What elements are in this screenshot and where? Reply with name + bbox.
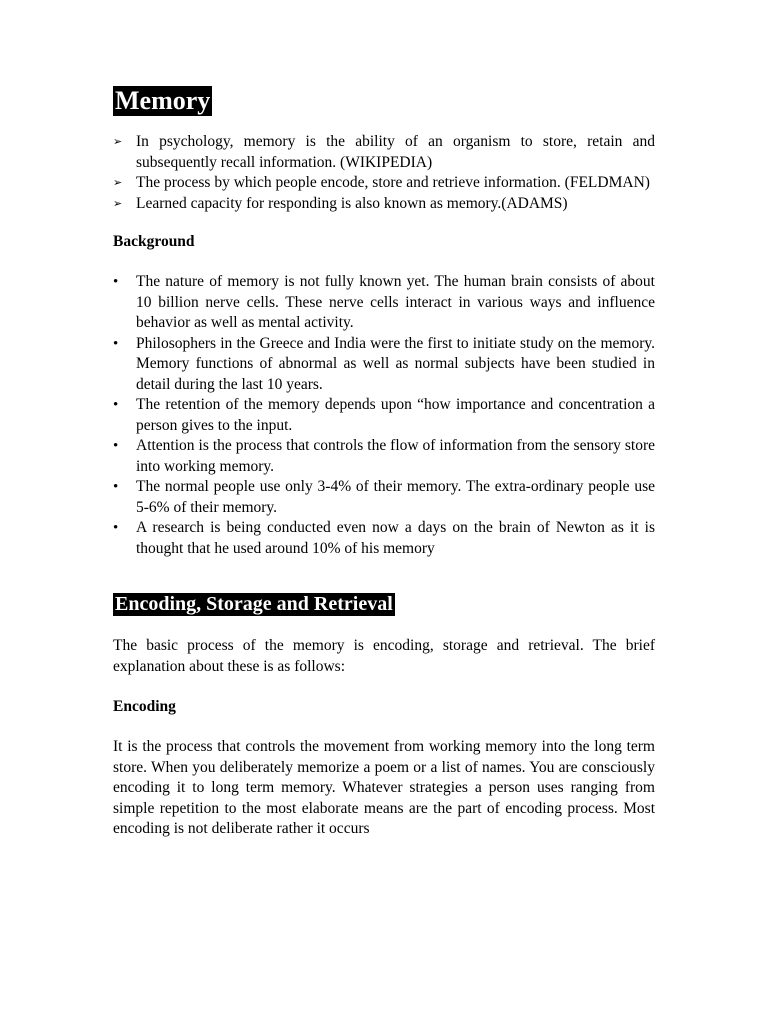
bullet-dot-icon: • — [113, 335, 119, 352]
background-text: Philosophers in the Greece and India were the first to initiate study on the memory. Memory functions of abnormal as well as normal subjects have been studied in detail during the last 10 years. — [136, 334, 655, 393]
title-text: Memory — [115, 86, 211, 115]
list-item — [113, 272, 655, 334]
definitions-list — [113, 132, 655, 214]
definition-text: Learned capacity for responding is also known as memory.(ADAMS) — [136, 194, 568, 212]
arrow-bullet-icon: ➢ — [113, 135, 123, 148]
list-item — [113, 436, 655, 477]
background-text: The normal people use only 3-4% of their memory. The extra-ordinary people use 5-6% of their memory. — [136, 478, 655, 516]
list-item — [113, 518, 655, 559]
encoding-paragraph: It is the process that controls the movement from working memory into the long term store. When you deliberately memorize a poem or a list of names. You are consciously encoding it to long term memory. Whatever strategies a person uses ranging from simple repetition to the most elaborate means are the part of encoding process. Most encoding is not deliberate rather it occurs — [113, 738, 655, 837]
title-heading — [113, 86, 655, 116]
background-text: A research is being conducted even now a days on the brain of Newton as it is thought that he used around 10% of his memory — [136, 519, 655, 557]
bullet-dot-icon: • — [113, 520, 119, 536]
background-list — [113, 272, 655, 559]
background-heading: Background — [113, 233, 195, 250]
section-heading — [113, 593, 655, 616]
list-item — [113, 132, 655, 173]
section-heading-text: Encoding, Storage and Retrieval — [115, 593, 393, 615]
list-item — [113, 395, 655, 436]
encoding-heading: Encoding — [113, 698, 176, 715]
arrow-bullet-icon: ➢ — [113, 176, 123, 189]
background-text: Attention is the process that controls the flow of information from the sensory store into working memory. — [136, 437, 655, 475]
background-text: The retention of the memory depends upon “how importance and concentration a person gives to the input. — [136, 396, 655, 434]
list-item — [113, 173, 655, 194]
definition-text: In psychology, memory is the ability of an organism to store, retain and subsequently recall information. (WIKIPEDIA) — [136, 133, 655, 171]
bullet-dot-icon: • — [113, 479, 119, 495]
bullet-dot-icon: • — [113, 397, 119, 413]
intro-paragraph: The basic process of the memory is encoding, storage and retrieval. The brief explanation about these is as follows: — [113, 637, 655, 675]
background-text: The nature of memory is not fully known yet. The human brain consists of about 10 billion nerve cells. These nerve cells interact in various ways and influence behavior as well as mental activity. — [136, 273, 655, 331]
list-item — [113, 477, 655, 518]
list-item — [113, 334, 655, 396]
bullet-dot-icon: • — [113, 274, 119, 290]
arrow-bullet-icon: ➢ — [113, 196, 123, 210]
definition-text: The process by which people encode, store and retrieve information. (FELDMAN) — [136, 174, 650, 191]
list-item — [113, 194, 655, 215]
bullet-dot-icon: • — [113, 438, 119, 454]
